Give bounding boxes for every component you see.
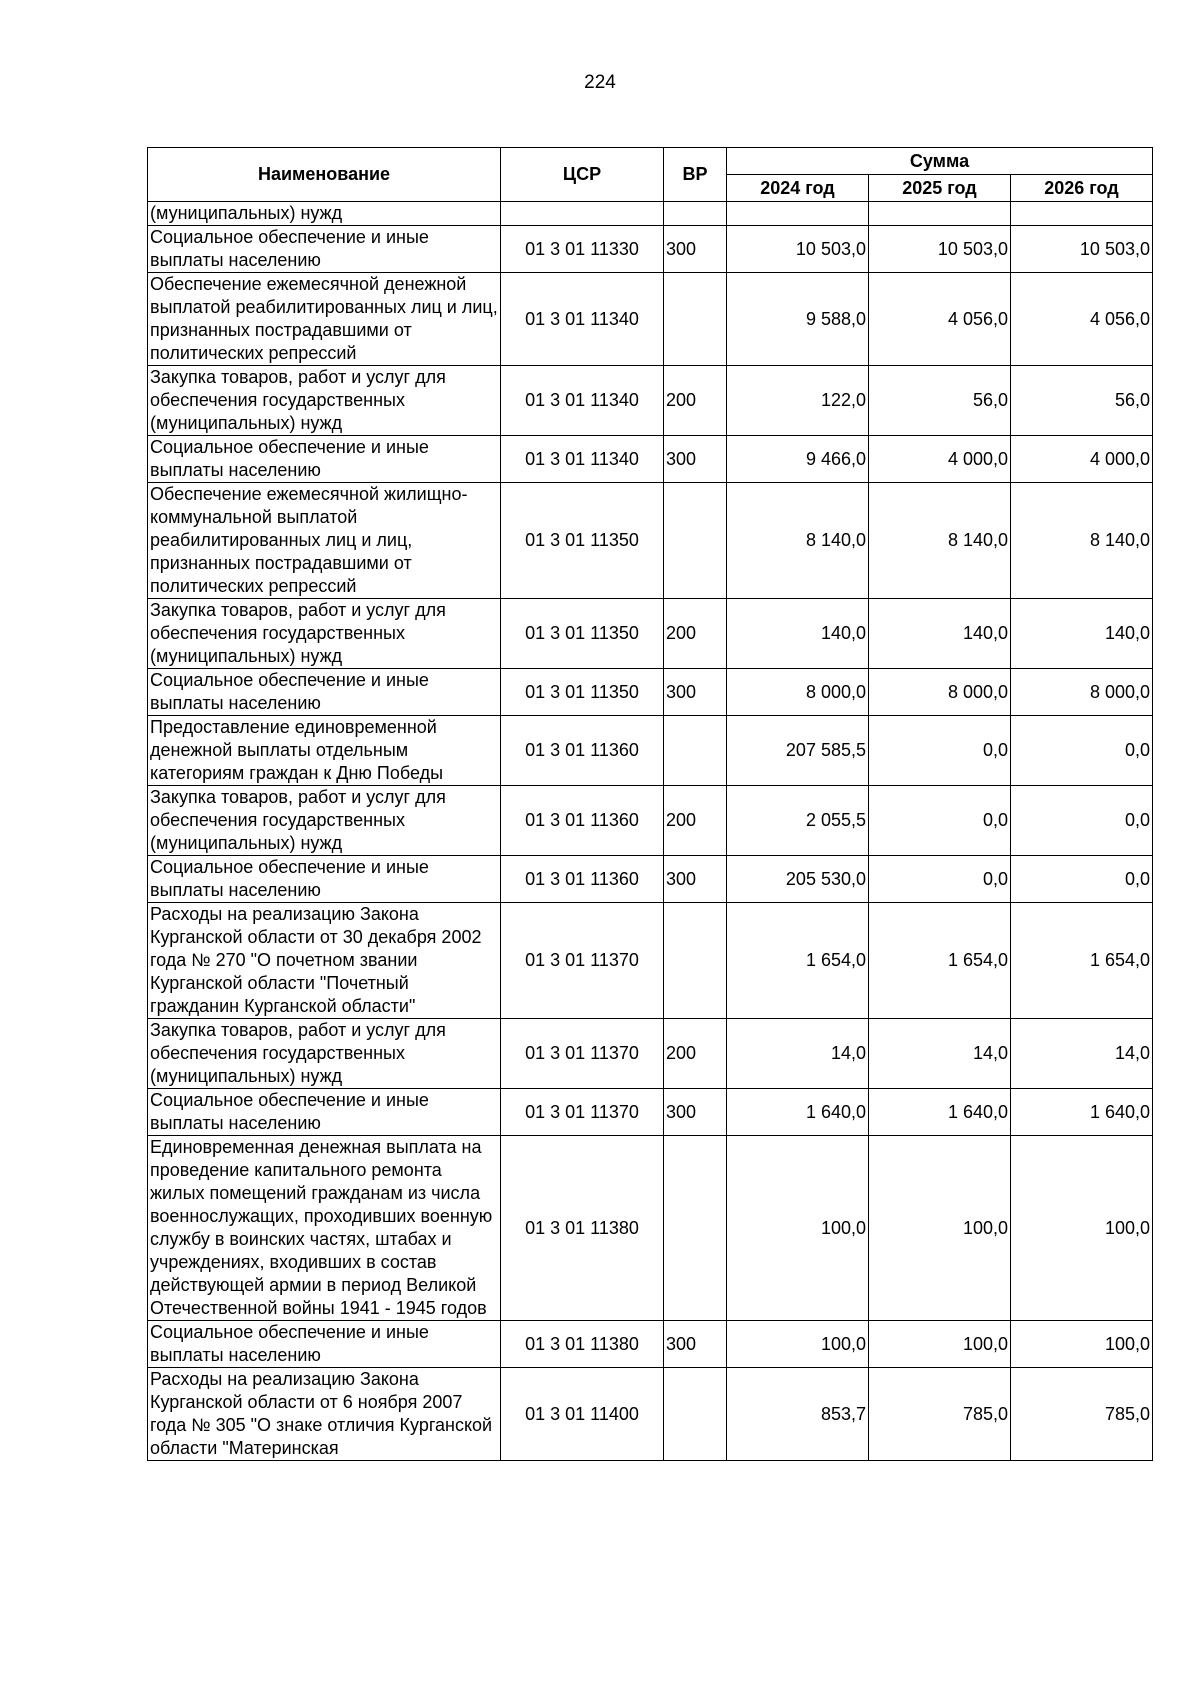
cell-amount-2025: 100,0 bbox=[869, 1136, 1011, 1321]
cell-name: Социальное обеспечение и иные выплаты населению bbox=[148, 1321, 501, 1368]
table-row bbox=[148, 1321, 1153, 1368]
cell-csr: 01 3 01 11340 bbox=[501, 366, 664, 436]
cell-amount-2024: 140,0 bbox=[727, 599, 869, 669]
cell-amount-2026: 1 640,0 bbox=[1011, 1089, 1153, 1136]
cell-vr: 300 bbox=[664, 436, 727, 483]
cell-amount-2025: 56,0 bbox=[869, 366, 1011, 436]
cell-name: (муниципальных) нужд bbox=[148, 202, 501, 226]
table-row bbox=[148, 669, 1153, 716]
cell-amount-2026: 4 000,0 bbox=[1011, 436, 1153, 483]
cell-amount-2026: 8 000,0 bbox=[1011, 669, 1153, 716]
cell-amount-2024: 100,0 bbox=[727, 1136, 869, 1321]
cell-amount-2024: 9 466,0 bbox=[727, 436, 869, 483]
cell-vr bbox=[664, 483, 727, 599]
table-row bbox=[148, 226, 1153, 273]
cell-csr: 01 3 01 11330 bbox=[501, 226, 664, 273]
table-row bbox=[148, 1089, 1153, 1136]
header-vr: ВР bbox=[664, 148, 727, 202]
cell-csr: 01 3 01 11370 bbox=[501, 1019, 664, 1089]
cell-name: Социальное обеспечение и иные выплаты населению bbox=[148, 856, 501, 903]
cell-name: Социальное обеспечение и иные выплаты населению bbox=[148, 1089, 501, 1136]
cell-amount-2025: 100,0 bbox=[869, 1321, 1011, 1368]
cell-amount-2025: 1 640,0 bbox=[869, 1089, 1011, 1136]
cell-csr: 01 3 01 11350 bbox=[501, 483, 664, 599]
cell-csr: 01 3 01 11360 bbox=[501, 716, 664, 786]
cell-amount-2024: 8 000,0 bbox=[727, 669, 869, 716]
cell-csr: 01 3 01 11340 bbox=[501, 273, 664, 366]
table-row bbox=[148, 1368, 1153, 1461]
table-row bbox=[148, 436, 1153, 483]
cell-vr: 200 bbox=[664, 1019, 727, 1089]
cell-amount-2024: 207 585,5 bbox=[727, 716, 869, 786]
cell-vr bbox=[664, 273, 727, 366]
cell-amount-2025: 4 000,0 bbox=[869, 436, 1011, 483]
table-row bbox=[148, 1136, 1153, 1321]
cell-amount-2025: 14,0 bbox=[869, 1019, 1011, 1089]
cell-name: Социальное обеспечение и иные выплаты населению bbox=[148, 226, 501, 273]
table-row bbox=[148, 366, 1153, 436]
table-row bbox=[148, 786, 1153, 856]
cell-amount-2024 bbox=[727, 202, 869, 226]
cell-amount-2025: 8 140,0 bbox=[869, 483, 1011, 599]
cell-vr: 200 bbox=[664, 786, 727, 856]
cell-amount-2024: 853,7 bbox=[727, 1368, 869, 1461]
cell-vr: 300 bbox=[664, 1089, 727, 1136]
cell-amount-2026: 8 140,0 bbox=[1011, 483, 1153, 599]
cell-vr: 300 bbox=[664, 226, 727, 273]
cell-amount-2026: 140,0 bbox=[1011, 599, 1153, 669]
cell-amount-2024: 1 640,0 bbox=[727, 1089, 869, 1136]
cell-vr: 300 bbox=[664, 669, 727, 716]
table-row bbox=[148, 202, 1153, 226]
cell-amount-2026: 785,0 bbox=[1011, 1368, 1153, 1461]
cell-amount-2026: 100,0 bbox=[1011, 1136, 1153, 1321]
cell-vr bbox=[664, 903, 727, 1019]
cell-name: Закупка товаров, работ и услуг для обеспечения государственных (муниципальных) нужд bbox=[148, 786, 501, 856]
cell-amount-2025: 1 654,0 bbox=[869, 903, 1011, 1019]
cell-amount-2024: 122,0 bbox=[727, 366, 869, 436]
cell-csr: 01 3 01 11340 bbox=[501, 436, 664, 483]
cell-vr bbox=[664, 1136, 727, 1321]
cell-vr: 300 bbox=[664, 856, 727, 903]
header-year-2024: 2024 год bbox=[727, 175, 869, 202]
page-number: 224 bbox=[584, 72, 616, 93]
cell-amount-2026: 14,0 bbox=[1011, 1019, 1153, 1089]
cell-amount-2025: 10 503,0 bbox=[869, 226, 1011, 273]
cell-csr: 01 3 01 11370 bbox=[501, 1089, 664, 1136]
cell-csr: 01 3 01 11360 bbox=[501, 786, 664, 856]
table-row bbox=[148, 483, 1153, 599]
cell-amount-2026: 56,0 bbox=[1011, 366, 1153, 436]
table-row bbox=[148, 273, 1153, 366]
cell-amount-2026: 10 503,0 bbox=[1011, 226, 1153, 273]
cell-amount-2026: 4 056,0 bbox=[1011, 273, 1153, 366]
cell-name: Предоставление единовременной денежной выплаты отдельным категориям граждан к Дню Победы bbox=[148, 716, 501, 786]
cell-amount-2025: 8 000,0 bbox=[869, 669, 1011, 716]
cell-amount-2025: 0,0 bbox=[869, 716, 1011, 786]
cell-amount-2026: 1 654,0 bbox=[1011, 903, 1153, 1019]
cell-amount-2024: 8 140,0 bbox=[727, 483, 869, 599]
budget-table bbox=[147, 147, 1153, 1461]
cell-vr: 300 bbox=[664, 1321, 727, 1368]
table-row bbox=[148, 903, 1153, 1019]
cell-amount-2024: 205 530,0 bbox=[727, 856, 869, 903]
cell-csr: 01 3 01 11380 bbox=[501, 1136, 664, 1321]
table-body bbox=[148, 202, 1153, 1461]
cell-csr: 01 3 01 11400 bbox=[501, 1368, 664, 1461]
cell-name: Обеспечение ежемесячной жилищно-коммунальной выплатой реабилитированных лиц и лиц, признанных пострадавшими от политических репрессий bbox=[148, 483, 501, 599]
cell-amount-2026: 0,0 bbox=[1011, 856, 1153, 903]
cell-amount-2024: 14,0 bbox=[727, 1019, 869, 1089]
cell-amount-2024: 9 588,0 bbox=[727, 273, 869, 366]
cell-amount-2026 bbox=[1011, 202, 1153, 226]
cell-csr: 01 3 01 11350 bbox=[501, 669, 664, 716]
header-csr: ЦСР bbox=[501, 148, 664, 202]
cell-name: Расходы на реализацию Закона Курганской области от 6 ноября 2007 года № 305 "О знаке отличия Курганской области "Материнская bbox=[148, 1368, 501, 1461]
cell-vr bbox=[664, 202, 727, 226]
cell-vr bbox=[664, 1368, 727, 1461]
cell-name: Социальное обеспечение и иные выплаты населению bbox=[148, 436, 501, 483]
header-name: Наименование bbox=[148, 148, 501, 202]
table-row bbox=[148, 599, 1153, 669]
cell-csr: 01 3 01 11360 bbox=[501, 856, 664, 903]
cell-vr: 200 bbox=[664, 599, 727, 669]
cell-name: Расходы на реализацию Закона Курганской области от 30 декабря 2002 года № 270 "О почетном звании Курганской области "Почетный гражданин Курганской области" bbox=[148, 903, 501, 1019]
cell-vr bbox=[664, 716, 727, 786]
header-sum: Сумма bbox=[727, 148, 1153, 175]
cell-name: Закупка товаров, работ и услуг для обеспечения государственных (муниципальных) нужд bbox=[148, 366, 501, 436]
cell-amount-2024: 10 503,0 bbox=[727, 226, 869, 273]
cell-name: Закупка товаров, работ и услуг для обеспечения государственных (муниципальных) нужд bbox=[148, 1019, 501, 1089]
table-row bbox=[148, 1019, 1153, 1089]
cell-amount-2026: 0,0 bbox=[1011, 716, 1153, 786]
table-row bbox=[148, 716, 1153, 786]
header-year-2025: 2025 год bbox=[869, 175, 1011, 202]
cell-amount-2025: 4 056,0 bbox=[869, 273, 1011, 366]
cell-vr: 200 bbox=[664, 366, 727, 436]
cell-name: Обеспечение ежемесячной денежной выплатой реабилитированных лиц и лиц, признанных пострадавшими от политических репрессий bbox=[148, 273, 501, 366]
cell-name: Единовременная денежная выплата на проведение капитального ремонта жилых помещений гражданам из числа военнослужащих, проходивших военную службу в воинских частях, штабах и учреждениях, входивших в состав действующей армии в период Великой Отечественной войны 1941 - 1945 годов bbox=[148, 1136, 501, 1321]
cell-csr: 01 3 01 11380 bbox=[501, 1321, 664, 1368]
header-year-2026: 2026 год bbox=[1011, 175, 1153, 202]
table-row bbox=[148, 856, 1153, 903]
cell-csr bbox=[501, 202, 664, 226]
cell-csr: 01 3 01 11350 bbox=[501, 599, 664, 669]
cell-amount-2024: 1 654,0 bbox=[727, 903, 869, 1019]
cell-amount-2025: 0,0 bbox=[869, 786, 1011, 856]
cell-csr: 01 3 01 11370 bbox=[501, 903, 664, 1019]
cell-amount-2025: 785,0 bbox=[869, 1368, 1011, 1461]
cell-name: Закупка товаров, работ и услуг для обеспечения государственных (муниципальных) нужд bbox=[148, 599, 501, 669]
cell-name: Социальное обеспечение и иные выплаты населению bbox=[148, 669, 501, 716]
cell-amount-2026: 100,0 bbox=[1011, 1321, 1153, 1368]
cell-amount-2025: 140,0 bbox=[869, 599, 1011, 669]
table-header bbox=[148, 148, 1153, 202]
cell-amount-2025 bbox=[869, 202, 1011, 226]
cell-amount-2025: 0,0 bbox=[869, 856, 1011, 903]
cell-amount-2024: 2 055,5 bbox=[727, 786, 869, 856]
cell-amount-2026: 0,0 bbox=[1011, 786, 1153, 856]
cell-amount-2024: 100,0 bbox=[727, 1321, 869, 1368]
